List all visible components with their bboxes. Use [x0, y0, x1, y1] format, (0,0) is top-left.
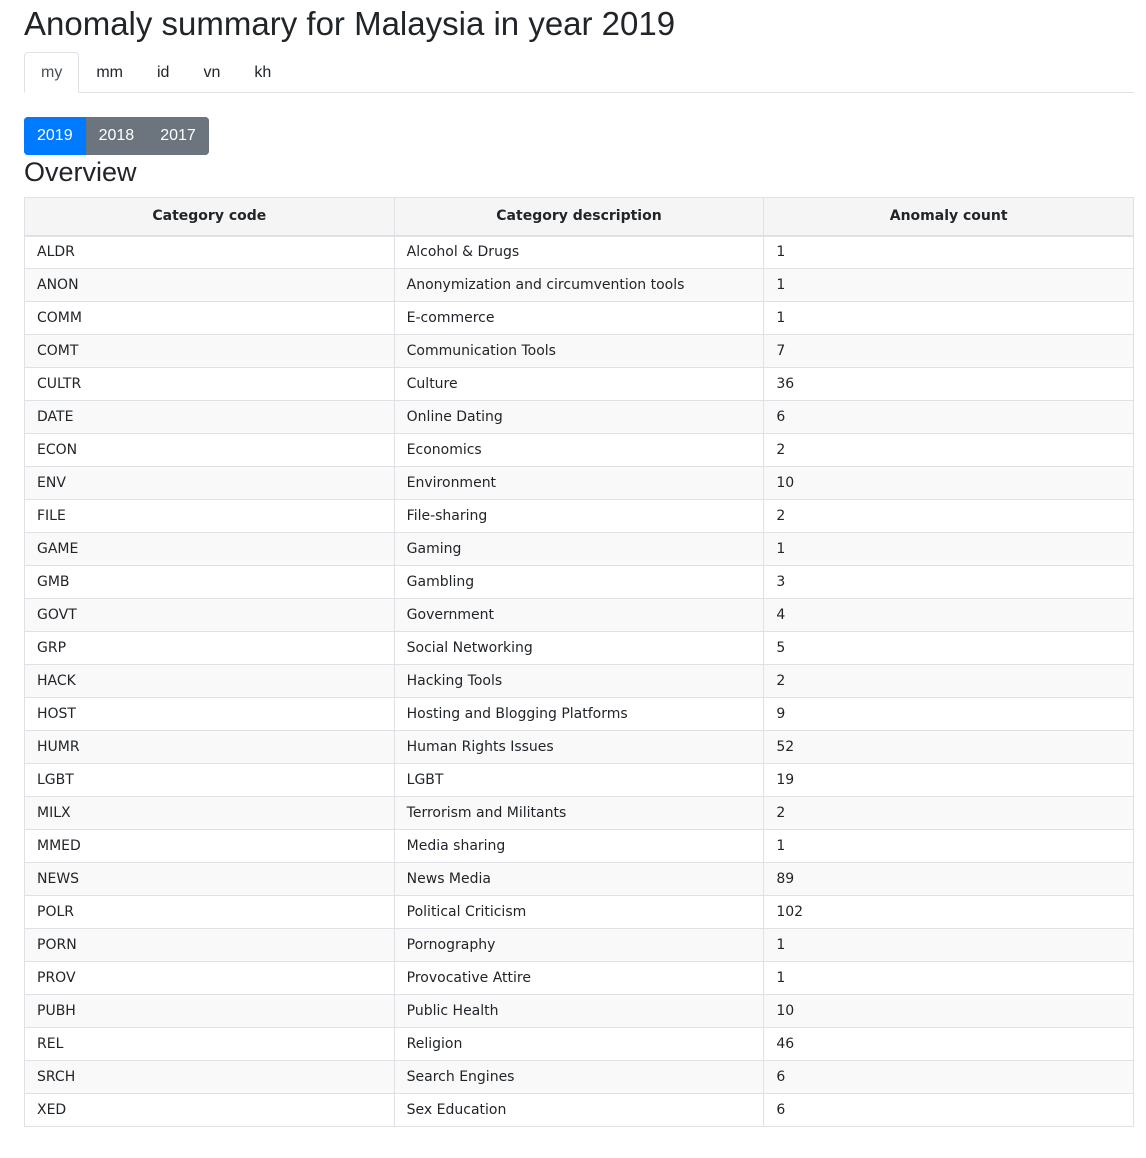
- cell-anomaly-count: 1: [764, 269, 1134, 302]
- cell-anomaly-count: 6: [764, 401, 1134, 434]
- page-title: Anomaly summary for Malaysia in year 2019: [24, 5, 676, 42]
- tab-vn[interactable]: vn: [203, 64, 221, 81]
- cell-category-description: Economics: [394, 434, 764, 467]
- table-row: [25, 632, 1134, 665]
- cell-category-code: PORN: [25, 929, 395, 962]
- year-button-2017[interactable]: 2017: [147, 117, 209, 155]
- tab-my[interactable]: my: [24, 52, 79, 93]
- cell-category-code: SRCH: [25, 1061, 395, 1094]
- cell-anomaly-count: 4: [764, 599, 1134, 632]
- cell-category-description: File-sharing: [394, 500, 764, 533]
- cell-category-code: MMED: [25, 830, 395, 863]
- table-row: [25, 335, 1134, 368]
- table-row: [25, 1094, 1134, 1127]
- table-row: [25, 665, 1134, 698]
- table-row: [25, 1061, 1134, 1094]
- table-row: [25, 896, 1134, 929]
- cell-anomaly-count: 10: [764, 467, 1134, 500]
- overview-table: [24, 197, 1134, 1127]
- cell-category-description: Terrorism and Militants: [394, 797, 764, 830]
- cell-anomaly-count: 2: [764, 500, 1134, 533]
- table-row: [25, 797, 1134, 830]
- cell-anomaly-count: 1: [764, 302, 1134, 335]
- cell-category-code: NEWS: [25, 863, 395, 896]
- cell-category-description: Anonymization and circumvention tools: [394, 269, 764, 302]
- cell-anomaly-count: 7: [764, 335, 1134, 368]
- cell-anomaly-count: 3: [764, 566, 1134, 599]
- cell-category-description: E-commerce: [394, 302, 764, 335]
- cell-category-code: GMB: [25, 566, 395, 599]
- cell-anomaly-count: 6: [764, 1094, 1134, 1127]
- cell-category-description: Culture: [394, 368, 764, 401]
- cell-category-code: PROV: [25, 962, 395, 995]
- section-title-overview: Overview: [24, 157, 137, 187]
- cell-anomaly-count: 1: [764, 236, 1134, 269]
- table-row: [25, 566, 1134, 599]
- cell-category-code: ANON: [25, 269, 395, 302]
- page-container: [24, 0, 1134, 1127]
- cell-category-code: ALDR: [25, 236, 395, 269]
- cell-category-code: LGBT: [25, 764, 395, 797]
- cell-anomaly-count: 10: [764, 995, 1134, 1028]
- cell-anomaly-count: 1: [764, 962, 1134, 995]
- table-row: [25, 764, 1134, 797]
- cell-category-code: HACK: [25, 665, 395, 698]
- cell-category-description: Gambling: [394, 566, 764, 599]
- cell-category-description: Search Engines: [394, 1061, 764, 1094]
- tab-id[interactable]: id: [156, 64, 170, 81]
- tab-mm[interactable]: mm: [96, 64, 123, 81]
- cell-category-description: Sex Education: [394, 1094, 764, 1127]
- cell-anomaly-count: 2: [764, 797, 1134, 830]
- year-button-2018[interactable]: 2018: [86, 117, 148, 155]
- cell-category-code: ECON: [25, 434, 395, 467]
- cell-category-code: POLR: [25, 896, 395, 929]
- header-anomaly-count: Anomaly count: [764, 198, 1134, 236]
- cell-category-description: Political Criticism: [394, 896, 764, 929]
- cell-category-description: Hacking Tools: [394, 665, 764, 698]
- cell-anomaly-count: 2: [764, 434, 1134, 467]
- table-row: [25, 236, 1134, 269]
- cell-category-description: Communication Tools: [394, 335, 764, 368]
- table-header-row: [25, 198, 1134, 236]
- header-category-description: Category description: [394, 198, 764, 236]
- cell-category-description: Alcohol & Drugs: [394, 236, 764, 269]
- cell-category-description: News Media: [394, 863, 764, 896]
- cell-category-description: Social Networking: [394, 632, 764, 665]
- cell-category-code: HUMR: [25, 731, 395, 764]
- table-row: [25, 830, 1134, 863]
- table-row: [25, 434, 1134, 467]
- cell-category-code: CULTR: [25, 368, 395, 401]
- table-row: [25, 401, 1134, 434]
- cell-category-description: Gaming: [394, 533, 764, 566]
- cell-category-description: Provocative Attire: [394, 962, 764, 995]
- cell-anomaly-count: 19: [764, 764, 1134, 797]
- cell-category-code: COMM: [25, 302, 395, 335]
- table-row: [25, 302, 1134, 335]
- cell-category-description: LGBT: [394, 764, 764, 797]
- cell-category-code: GRP: [25, 632, 395, 665]
- table-row: [25, 533, 1134, 566]
- cell-category-description: Government: [394, 599, 764, 632]
- table-row: [25, 962, 1134, 995]
- country-tabs: [24, 52, 1134, 93]
- table-row: [25, 731, 1134, 764]
- table-row: [25, 368, 1134, 401]
- cell-anomaly-count: 89: [764, 863, 1134, 896]
- table-row: [25, 467, 1134, 500]
- cell-category-description: Human Rights Issues: [394, 731, 764, 764]
- cell-category-code: ENV: [25, 467, 395, 500]
- table-row: [25, 929, 1134, 962]
- cell-anomaly-count: 102: [764, 896, 1134, 929]
- year-button-2019[interactable]: 2019: [24, 117, 86, 155]
- tab-kh[interactable]: kh: [254, 64, 272, 81]
- cell-category-description: Pornography: [394, 929, 764, 962]
- header-category-code: Category code: [25, 198, 395, 236]
- cell-category-code: MILX: [25, 797, 395, 830]
- table-row: [25, 995, 1134, 1028]
- cell-category-code: REL: [25, 1028, 395, 1061]
- cell-anomaly-count: 6: [764, 1061, 1134, 1094]
- cell-category-description: Environment: [394, 467, 764, 500]
- cell-anomaly-count: 36: [764, 368, 1134, 401]
- table-row: [25, 599, 1134, 632]
- cell-anomaly-count: 1: [764, 929, 1134, 962]
- table-row: [25, 500, 1134, 533]
- cell-anomaly-count: 46: [764, 1028, 1134, 1061]
- table-body: [25, 236, 1134, 1127]
- cell-category-description: Online Dating: [394, 401, 764, 434]
- table-row: [25, 863, 1134, 896]
- cell-category-code: DATE: [25, 401, 395, 434]
- cell-category-description: Hosting and Blogging Platforms: [394, 698, 764, 731]
- cell-anomaly-count: 1: [764, 533, 1134, 566]
- table-row: [25, 269, 1134, 302]
- table-row: [25, 1028, 1134, 1061]
- cell-category-code: GAME: [25, 533, 395, 566]
- cell-category-code: XED: [25, 1094, 395, 1127]
- cell-anomaly-count: 52: [764, 731, 1134, 764]
- cell-anomaly-count: 1: [764, 830, 1134, 863]
- cell-anomaly-count: 9: [764, 698, 1134, 731]
- cell-category-description: Public Health: [394, 995, 764, 1028]
- cell-category-code: PUBH: [25, 995, 395, 1028]
- cell-category-code: COMT: [25, 335, 395, 368]
- cell-category-code: FILE: [25, 500, 395, 533]
- table-row: [25, 698, 1134, 731]
- year-button-group: [24, 117, 209, 155]
- cell-category-code: GOVT: [25, 599, 395, 632]
- cell-anomaly-count: 5: [764, 632, 1134, 665]
- cell-category-code: HOST: [25, 698, 395, 731]
- cell-category-description: Religion: [394, 1028, 764, 1061]
- cell-category-description: Media sharing: [394, 830, 764, 863]
- cell-anomaly-count: 2: [764, 665, 1134, 698]
